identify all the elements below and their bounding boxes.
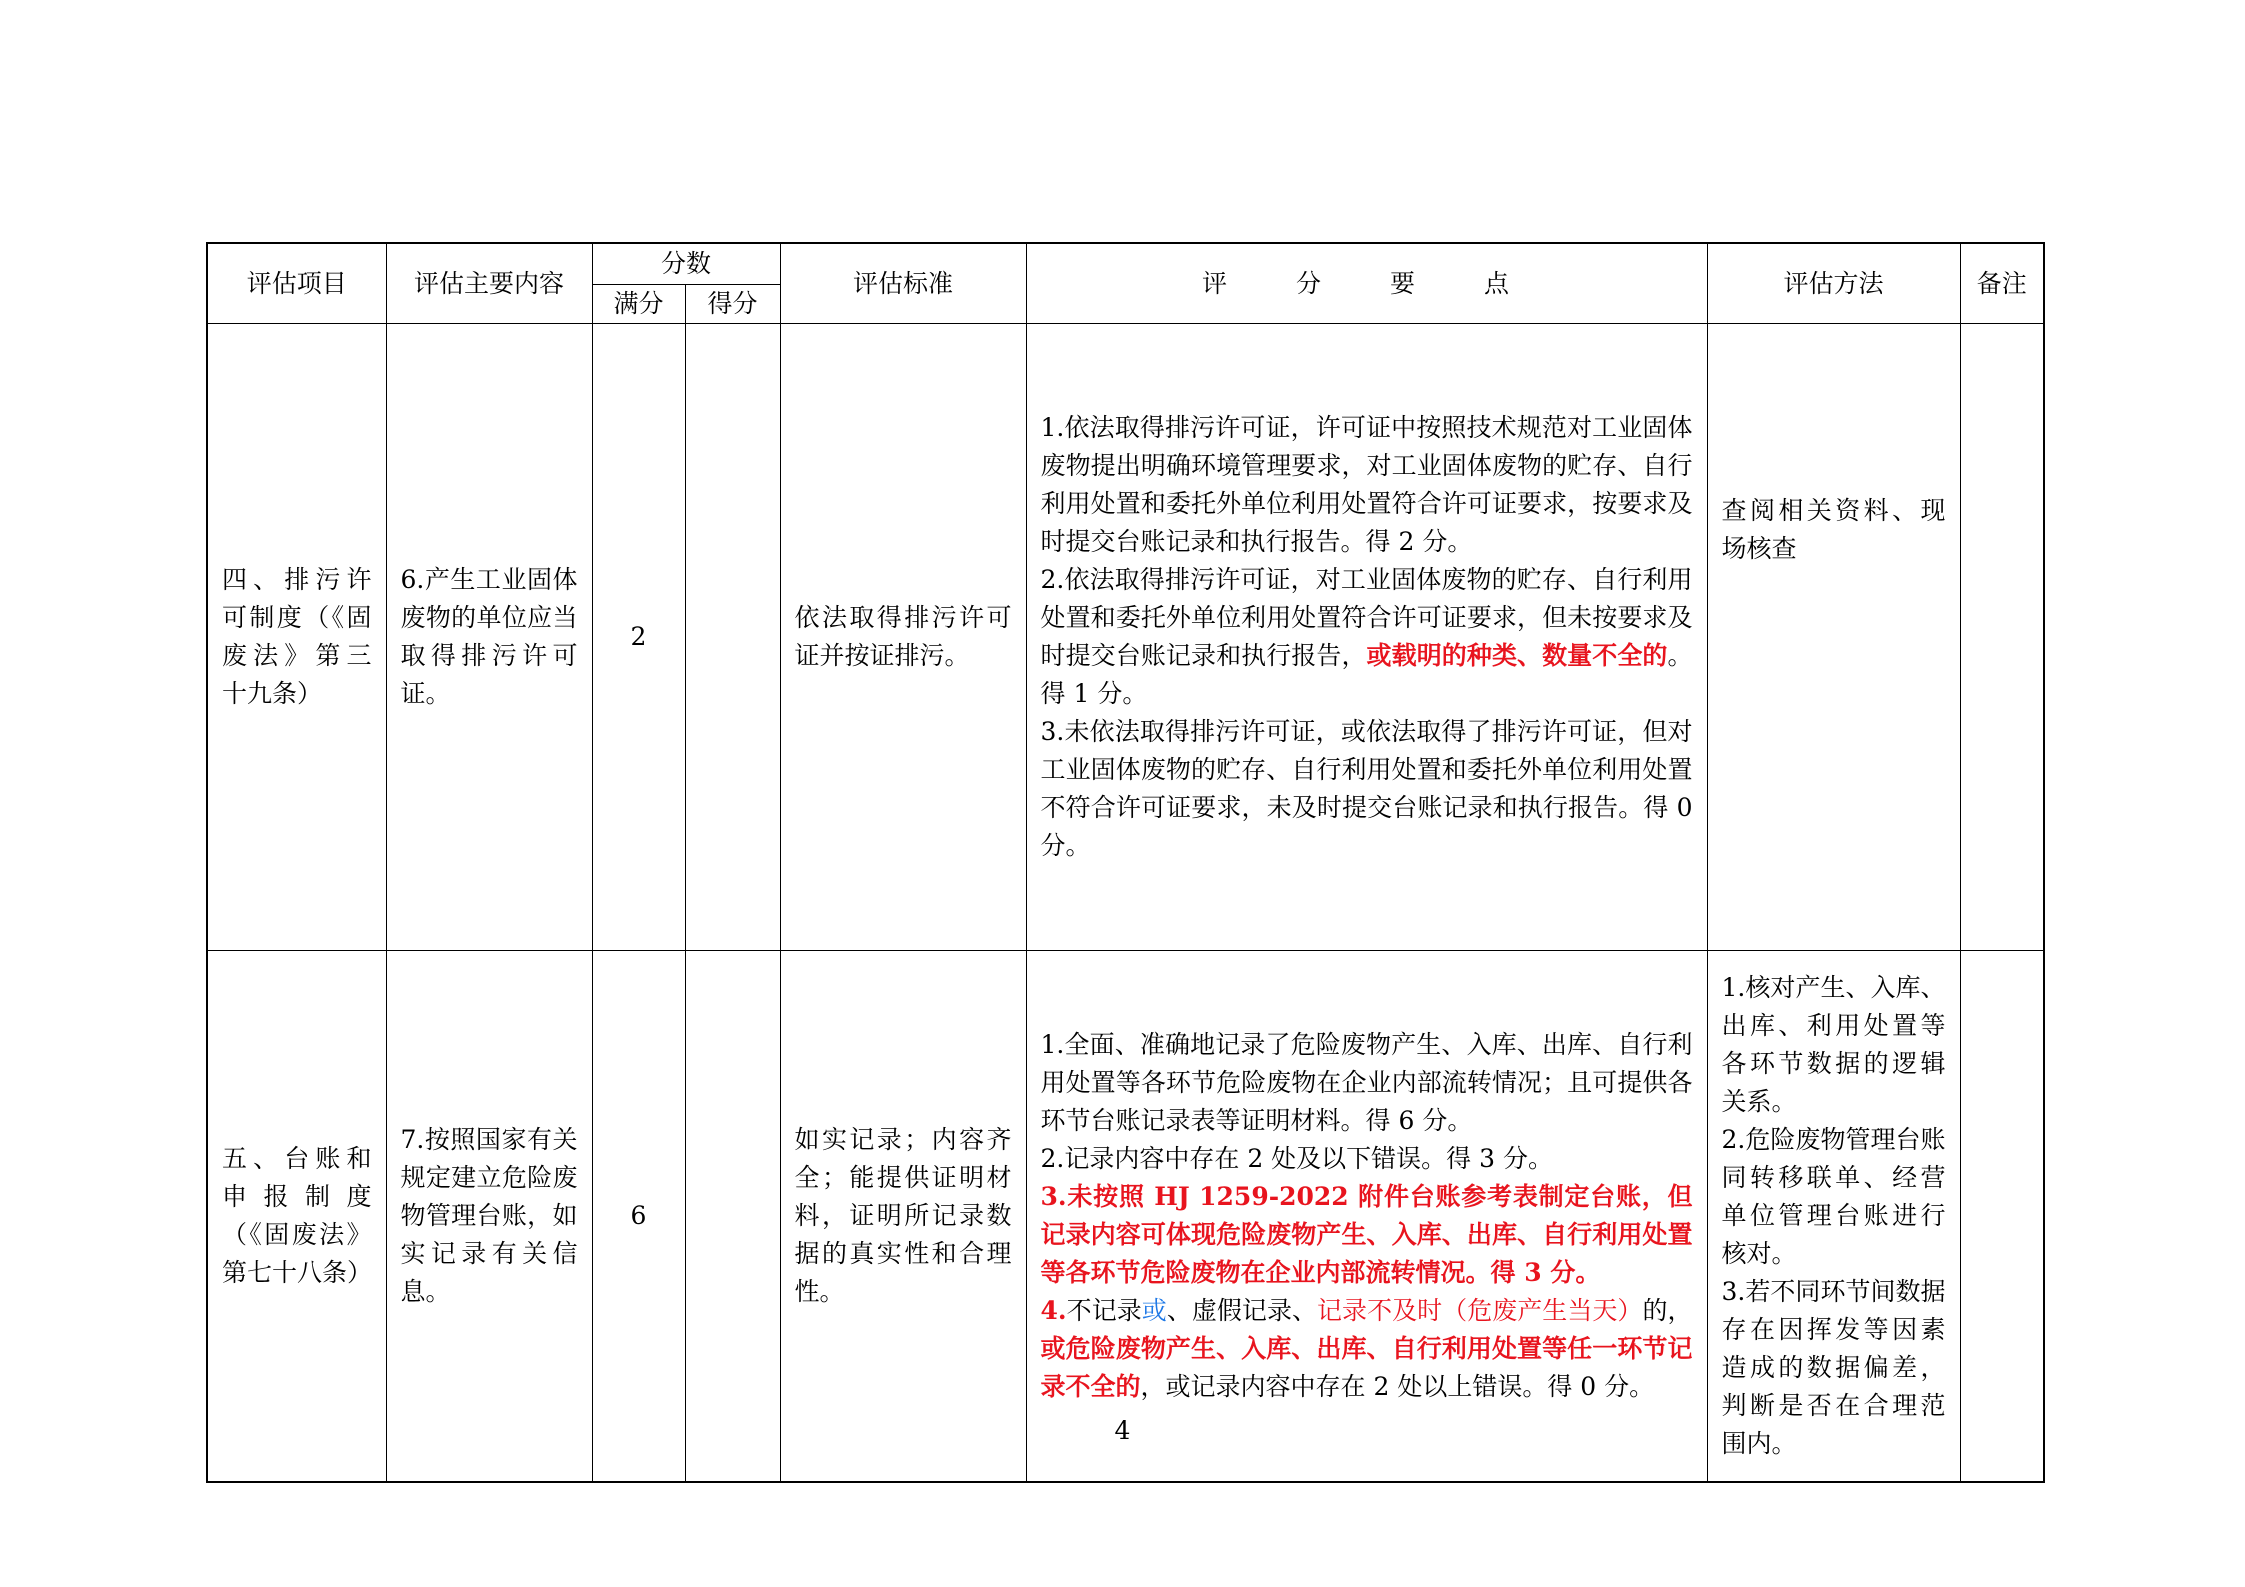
header-score: 分数 [592, 243, 780, 285]
header-method: 评估方法 [1707, 243, 1960, 324]
cell-remarks[interactable] [1960, 324, 2044, 951]
header-remarks: 备注 [1960, 243, 2044, 324]
point-text: 4.不记录或、虚假记录、记录不及时（危废产生当天）的，或危险废物产生、入库、出库、自行利用处置等任一环节记录不全的，或记录内容中存在 2 处以上错误。得 0 分。 [1040, 1296, 1693, 1401]
cell-content: 7.按照国家有关规定建立危险废物管理台账，如实记录有关信息。 [386, 951, 592, 1483]
cell-points [1026, 951, 1707, 1483]
cell-content: 6.产生工业固体废物的单位应当取得排污许可证。 [386, 324, 592, 951]
method-text: 2.危险废物管理台账同转移联单、经营单位管理台账进行核对。 [1721, 1125, 1946, 1268]
cell-full-score: 2 [592, 324, 685, 951]
method-text: 1.核对产生、入库、出库、利用处置等各环节数据的逻辑关系。 [1721, 973, 1946, 1116]
point-text: 3.未依法取得排污许可证，或依法取得了排污许可证，但对工业固体废物的贮存、自行利用处置和委托外单位利用处置不符合许可证要求，未及时提交台账记录和执行报告。得 0 分。 [1040, 717, 1693, 860]
point-text: 1.依法取得排污许可证，许可证中按照技术规范对工业固体废物提出明确环境管理要求，对工业固体废物的贮存、自行利用处置和委托外单位利用处置符合许可证要求，按要求及时提交台账记录和执行报告。得 2 分。 [1040, 413, 1693, 556]
cell-standard: 依法取得排污许可证并按证排污。 [780, 324, 1026, 951]
page-number: 4 [1114, 1416, 1131, 1445]
red-highlight: 或危险废物产生、入库、出库、自行利用处置等任一环节记录不全的 [1040, 1334, 1693, 1401]
red-highlight: 或载明的种类、数量不全的 [1366, 641, 1668, 670]
point-text: 2.依法取得排污许可证，对工业固体废物的贮存、自行利用处置和委托外单位利用处置符合许可证要求，但未按要求及时提交台账记录和执行报告，或载明的种类、数量不全的。得 1 分。 [1040, 565, 1693, 708]
point-text: 2.记录内容中存在 2 处及以下错误。得 3 分。 [1040, 1144, 1553, 1173]
cell-obtained-score[interactable] [685, 324, 780, 951]
cell-points [1026, 324, 1707, 951]
header-full-score: 满分 [592, 285, 685, 324]
cell-standard: 如实记录；内容齐全；能提供证明材料，证明所记录数据的真实性和合理性。 [780, 951, 1026, 1483]
header-content: 评估主要内容 [386, 243, 592, 324]
blue-highlight: 或 [1141, 1296, 1167, 1325]
header-item: 评估项目 [207, 243, 386, 324]
cell-obtained-score[interactable] [685, 951, 780, 1483]
header-standard: 评估标准 [780, 243, 1026, 324]
evaluation-table [206, 242, 2045, 1483]
cell-item: 五、台账和申报制度（《固废法》第七十八条） [207, 951, 386, 1483]
point-text: 1.全面、准确地记录了危险废物产生、入库、出库、自行利用处置等各环节危险废物在企业内部流转情况；且可提供各环节台账记录表等证明材料。得 6 分。 [1040, 1030, 1693, 1135]
point-text-red: 3.未按照 HJ 1259-2022 附件台账参考表制定台账，但记录内容可体现危险废物产生、入库、出库、自行利用处置等各环节危险废物在企业内部流转情况。得 3 分。 [1040, 1182, 1693, 1287]
method-text: 3.若不同环节间数据存在因挥发等因素造成的数据偏差，判断是否在合理范围内。 [1721, 1277, 1946, 1458]
red-highlight: 记录不及时（危废产生当天） [1317, 1296, 1643, 1325]
header-obtained-score: 得分 [685, 285, 780, 324]
cell-method [1707, 951, 1960, 1483]
cell-full-score: 6 [592, 951, 685, 1483]
table-row [207, 324, 2044, 951]
cell-item: 四、排污许可制度（《固废法》第三十九条） [207, 324, 386, 951]
header-points: 评 分 要 点 [1026, 243, 1707, 324]
table-row [207, 951, 2044, 1483]
cell-remarks[interactable] [1960, 951, 2044, 1483]
cell-method: 查阅相关资料、现场核查 [1707, 324, 1960, 951]
